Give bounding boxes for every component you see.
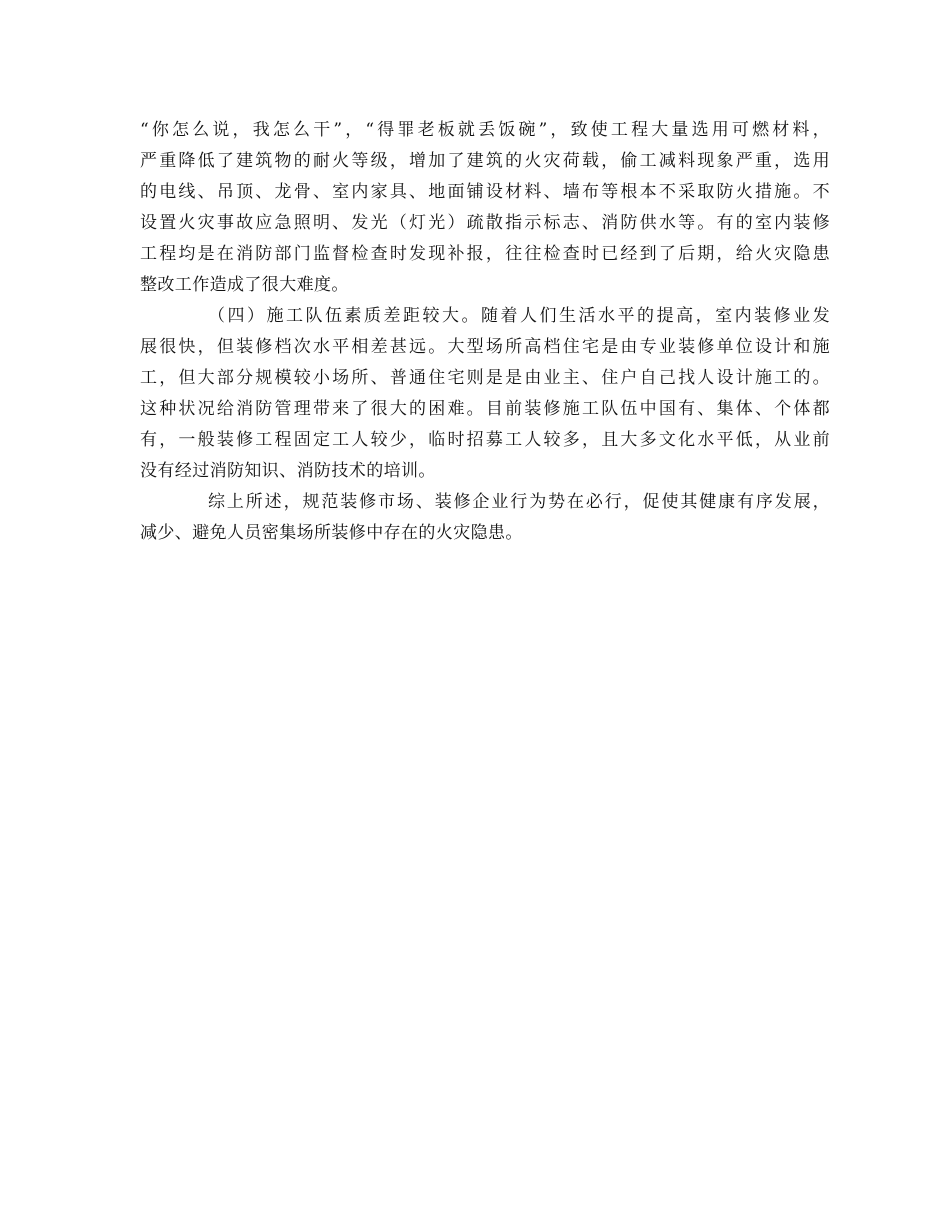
text-line: 严重降低了建筑物的耐火等级，增加了建筑的火灾荷载，偷工减料现象严重，选用 xyxy=(140,151,830,171)
text-line: 综上所述，规范装修市场、装修企业行为势在必行，促使其健康有序发展， xyxy=(208,492,830,512)
document-body xyxy=(140,115,830,549)
text-line: 整改工作造成了很大难度。 xyxy=(140,275,349,295)
text-line: 设置火灾事故应急照明、发光（灯光）疏散指示标志、消防供水等。有的室内装修 xyxy=(140,213,830,233)
text-line: （四）施工队伍素质差距较大。随着人们生活水平的提高，室内装修业发 xyxy=(208,306,830,326)
paragraph-2 xyxy=(140,301,830,487)
text-line: 这种状况给消防管理带来了很大的困难。目前装修施工队伍中国有、集体、个体都 xyxy=(140,399,830,419)
text-line: 工，但大部分规模较小场所、普通住宅则是是由业主、住户自己找人设计施工的。 xyxy=(140,368,830,388)
paragraph-3 xyxy=(140,487,830,549)
text-line: “你怎么说，我怎么干”，“得罪老板就丢饭碗”，致使工程大量选用可燃材料， xyxy=(140,120,830,140)
text-line: 工程均是在消防部门监督检查时发现补报，往往检查时已经到了后期，给火灾隐患 xyxy=(140,244,830,264)
text-line: 减少、避免人员密集场所装修中存在的火灾隐患。 xyxy=(140,523,523,543)
text-line: 展很快，但装修档次水平相差甚远。大型场所高档住宅是由专业装修单位设计和施 xyxy=(140,337,830,357)
text-line: 的电线、吊顶、龙骨、室内家具、地面铺设材料、墙布等根本不采取防火措施。不 xyxy=(140,182,830,202)
text-line: 有，一般装修工程固定工人较少，临时招募工人较多，且大多文化水平低，从业前 xyxy=(140,430,830,450)
text-line: 没有经过消防知识、消防技术的培训。 xyxy=(140,461,436,481)
paragraph-1 xyxy=(140,115,830,301)
